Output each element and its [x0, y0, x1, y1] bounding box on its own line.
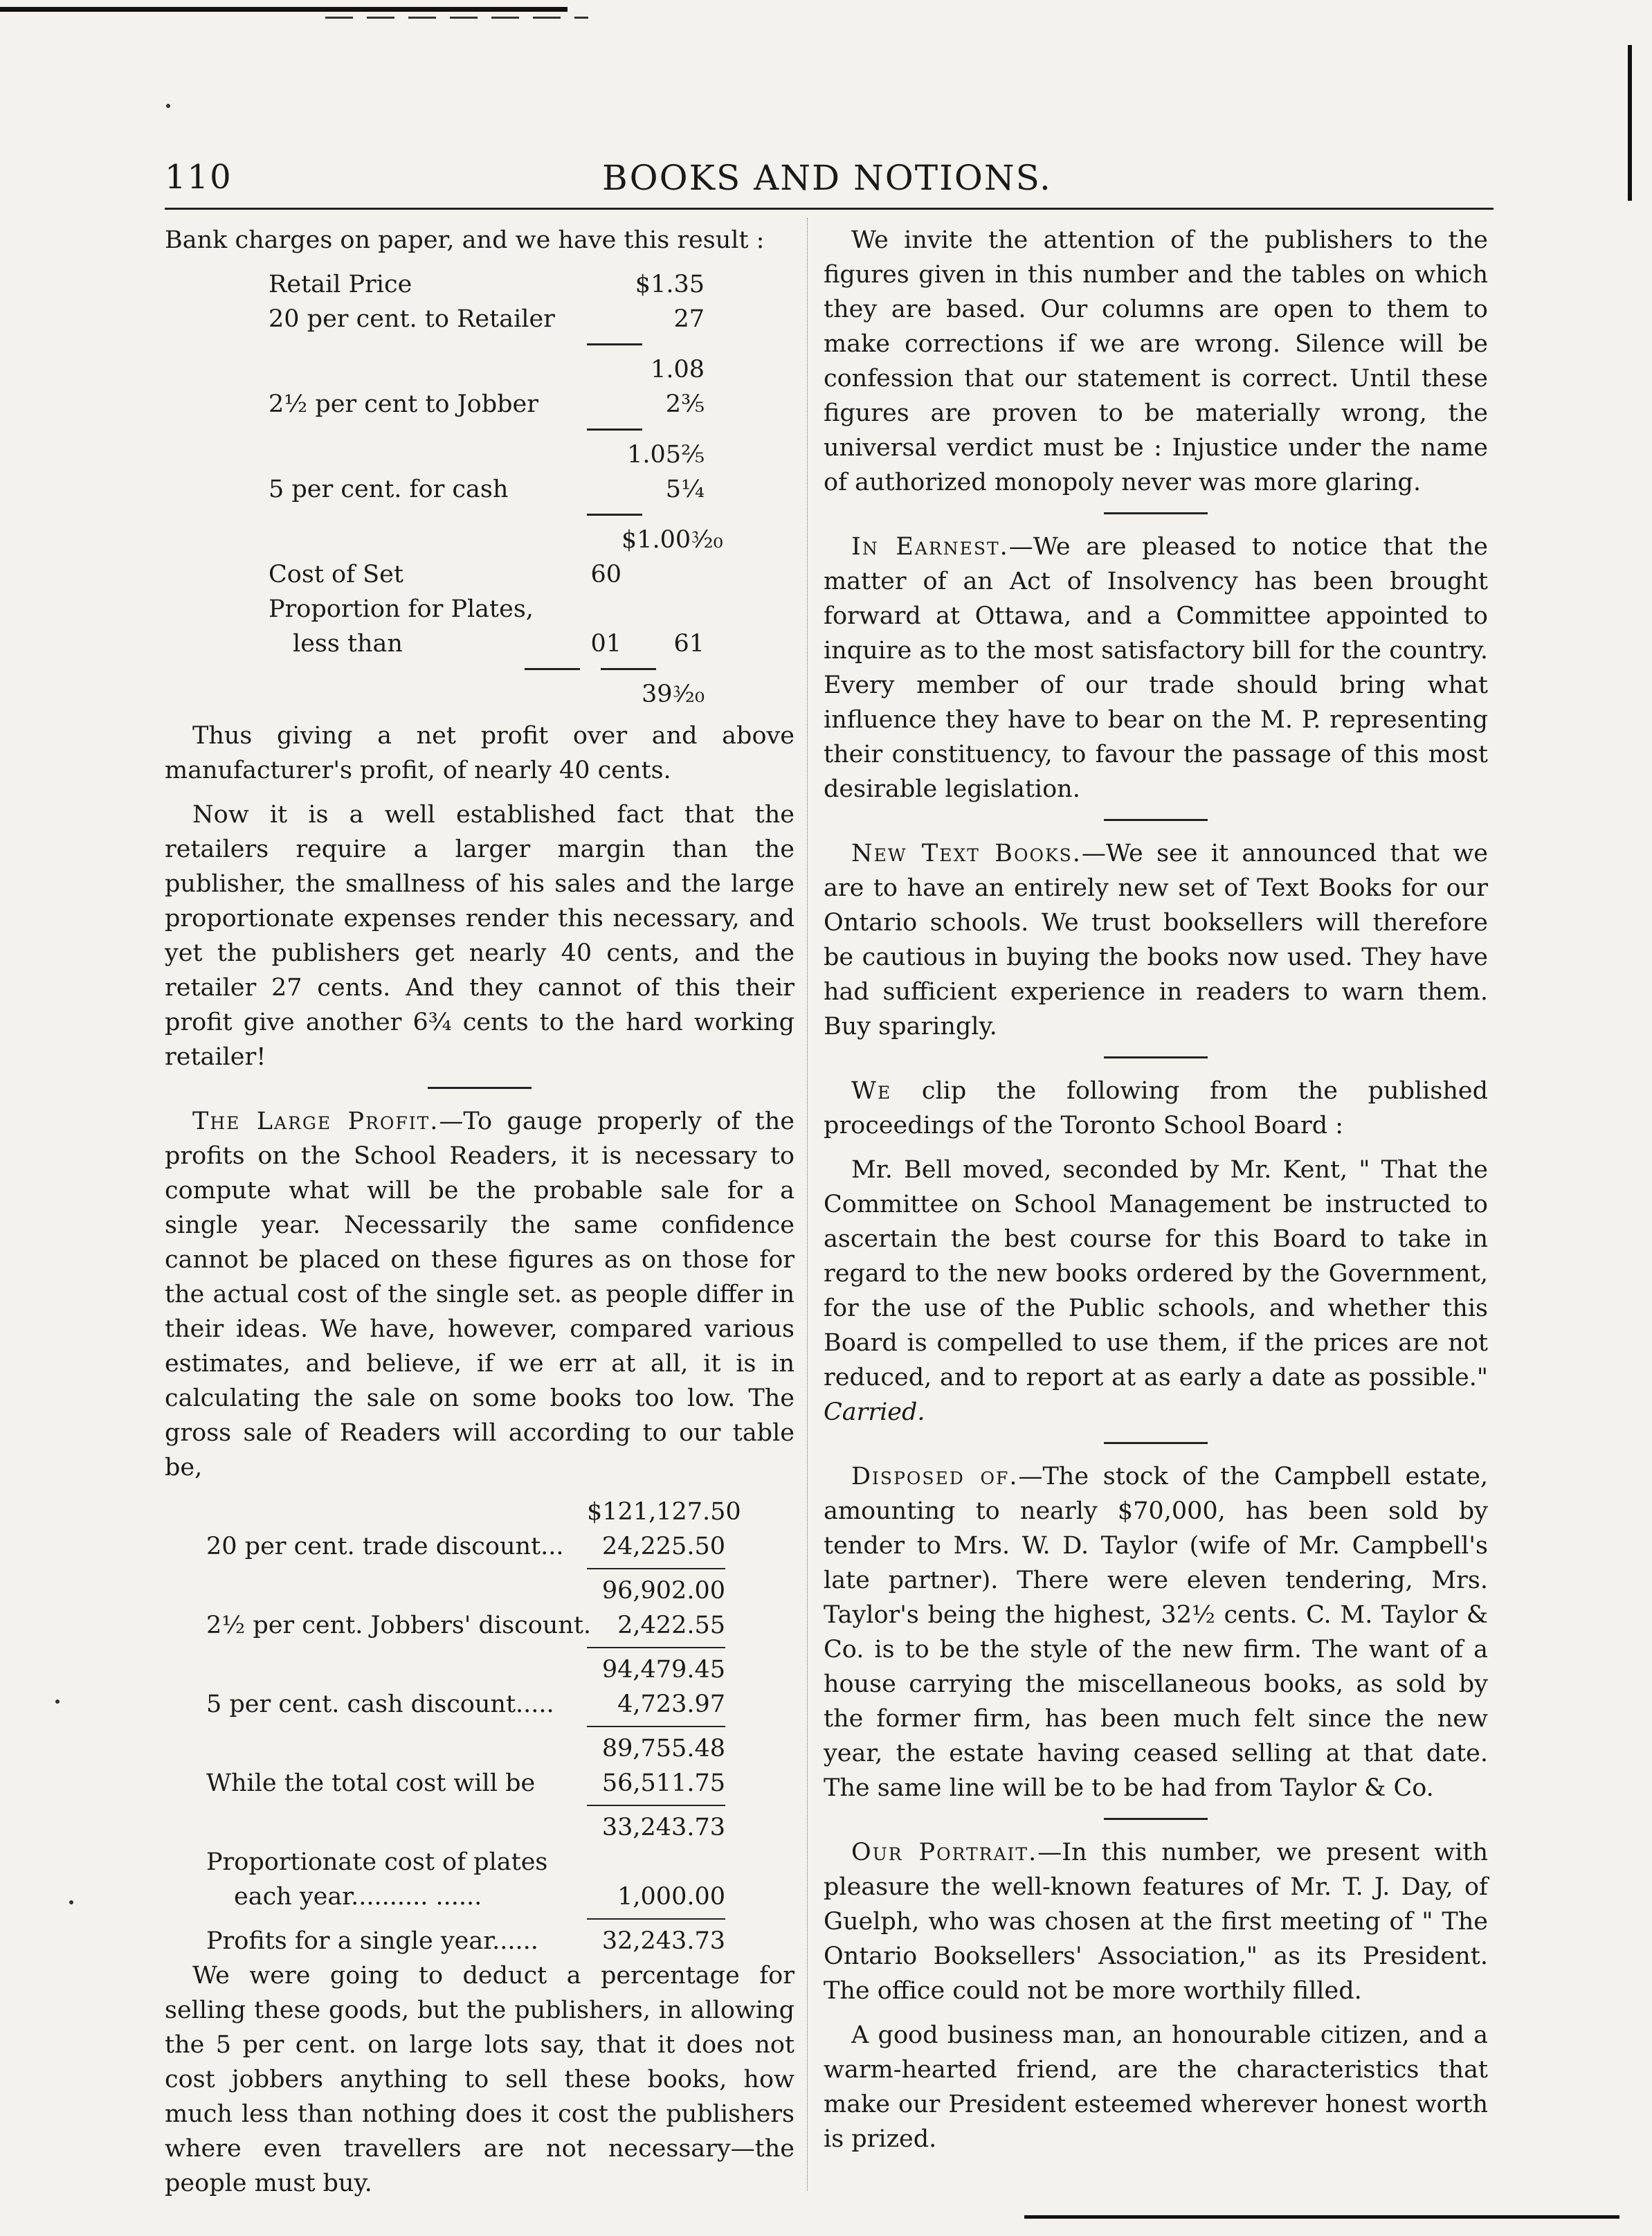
figure-value: 60	[590, 561, 621, 588]
figure-label: Retail Price	[269, 271, 412, 298]
account-value: 1,000.00	[617, 1883, 725, 1911]
speck	[166, 104, 170, 108]
account-row	[165, 1608, 795, 1643]
sum-rule	[587, 1568, 725, 1569]
section-heading: Our Portrait.	[851, 1839, 1038, 1866]
account-label: Proportionate cost of plates	[206, 1848, 548, 1876]
sum-rule	[587, 1918, 725, 1920]
figure-label: 2½ per cent to Jobber	[269, 390, 538, 418]
account-label: While the total cost will be	[206, 1769, 536, 1797]
account-value: 32,243.73	[601, 1927, 725, 1955]
figure-value: 2⅗	[665, 390, 705, 418]
header-rule	[165, 208, 1494, 210]
account-value: 33,243.73	[601, 1814, 725, 1841]
paragraph: Now it is a well established fact that the retailers require a larger margin than the publisher, the smallness of his sales and the large proportionate expenses render this necessary, and yet the publishers get nearly 40 cents, and the retailer 27 cents. And they cannot of this their profit give another 6¾ cents to the hard working retailer!	[165, 801, 795, 1071]
sum-rule	[587, 1647, 725, 1648]
paragraph: We clip the following from the published proceedings of the Toronto School Board :	[824, 1077, 1488, 1139]
figure-row	[165, 387, 795, 422]
right-column	[824, 223, 1488, 2166]
section-rule	[1104, 1442, 1208, 1444]
section-heading: New Text Books.	[851, 840, 1082, 867]
page-number: 110	[165, 158, 233, 197]
speck	[69, 1900, 73, 1904]
paragraph: In Earnest.—We are pleased to notice that the matter of an Act of Insolvency has been brought forward at Ottawa, and a Committee appointed to inquire as to the most satisfactory bill for the country. Every member of our trade should bring what influence they have to bear on the M. P. representing their constituency, to favour the passage of this most desirable legislation.	[824, 533, 1488, 803]
account-row	[165, 1529, 795, 1564]
figure-value: 61	[673, 630, 705, 658]
account-label: 20 per cent. trade discount...	[206, 1533, 564, 1560]
figure-subtotal: 1.08	[651, 356, 705, 384]
account-value: $121,127.50	[587, 1498, 741, 1526]
cost-figures	[165, 267, 795, 712]
paragraph: Our Portrait.—In this number, we present with pleasure the well-known features of Mr. T. J. Day, of Guelph, who was chosen at the first meeting of " The Ontario Booksellers' Association," as its President. The office could not be more worthily filled.	[824, 1839, 1488, 2005]
account-label: 2½ per cent. Jobbers' discount.	[206, 1612, 592, 1639]
accounts-table	[165, 1495, 795, 1958]
figure-subtotal: 1.05⅖	[627, 441, 705, 469]
running-title: BOOKS AND NOTIONS.	[602, 158, 1052, 198]
account-value: 24,225.50	[601, 1533, 725, 1560]
account-row	[165, 1687, 795, 1722]
paragraph: New Text Books.—We see it announced that we are to have an entirely new set of Text Books for our Ontario schools. We trust booksellers will therefore be cautious in buying the books now used. They have had sufficient experience in readers to warn them. Buy sparingly.	[824, 840, 1489, 1040]
account-row	[165, 1574, 795, 1608]
figure-value: 27	[673, 305, 705, 333]
account-value: 56,511.75	[601, 1769, 725, 1797]
figure-label: Cost of Set	[269, 561, 403, 588]
account-value: 2,422.55	[617, 1612, 725, 1639]
figure-label: less than	[293, 630, 403, 658]
figure-label: Proportion for Plates,	[269, 595, 534, 623]
margin-bar	[1628, 45, 1632, 201]
section-heading: Disposed of.	[851, 1463, 1019, 1490]
figure-row	[165, 302, 795, 336]
figure-subtotal: $1.00⁳⁄₂₀	[621, 526, 723, 554]
paragraph: The Large Profit.—To gauge properly of the profits on the School Readers, it is necessary to compute what will be the probable sale for a single year. Necessarily the same confidence cannot be placed on these figures as on those for the actual cost of the single set. as people differ in their ideas. We have, however, compared various estimates, and believe, if we err at all, it is in calculating the sale on some books too low. The gross sale of Readers will according to our table be,	[165, 1108, 795, 1481]
carried-note: Carried.	[824, 1398, 925, 1426]
account-value: 4,723.97	[617, 1690, 725, 1718]
account-row	[165, 1495, 795, 1529]
account-row	[165, 1731, 795, 1766]
paragraph	[824, 1153, 1488, 1430]
section-rule	[428, 1087, 532, 1089]
column-divider	[807, 218, 808, 2191]
figure-row	[165, 626, 795, 661]
sum-rule	[587, 1805, 725, 1806]
figure-value: $1.35	[635, 271, 705, 298]
motion-text: Mr. Bell moved, seconded by Mr. Kent, " That the Committee on School Management be instructed to ascertain the best course for this Board to take in regard to the new books ordered by the Government, for the use of the Public schools, and whether this Board is compelled to use them, if the prices are not reduced, and to report at as early a date as possible."	[824, 1156, 1488, 1391]
section-heading: The Large Profit.	[192, 1108, 439, 1135]
section-heading: In Earnest.	[851, 533, 1009, 561]
figure-row	[165, 438, 795, 472]
section-heading: We	[851, 1077, 892, 1105]
top-dashed-rule	[325, 17, 588, 19]
figure-value: 01	[590, 630, 621, 658]
figure-label: 5 per cent. for cash	[269, 476, 509, 503]
account-value: 94,479.45	[601, 1656, 725, 1684]
account-value: 89,755.48	[601, 1735, 725, 1762]
paragraph: Disposed of.—The stock of the Campbell estate, amounting to nearly $70,000, has been sold by tender to Mrs. W. D. Taylor (wife of Mr. Campbell's late partner). There were eleven tendering, Mrs. Taylor's being the highest, 32½ cents. C. M. Taylor & Co. is to be the style of the new firm. The want of a house carrying the miscellaneous books, as sold by the former firm, has been much felt since the new year, the estate having ceased selling at that date. The same line will be to be had from Taylor & Co.	[824, 1463, 1488, 1802]
figure-row	[165, 472, 795, 507]
paragraph: Thus giving a net profit over and above manufacturer's profit, of nearly 40 cents.	[165, 722, 795, 784]
account-row	[165, 1879, 795, 1914]
double-rule	[165, 661, 795, 677]
account-row	[165, 1845, 795, 1879]
paragraph: A good business man, an honourable citizen, and a warm-hearted friend, are the characteristics that make our President esteemed wherever honest worth is prized.	[824, 2021, 1488, 2153]
account-label: 5 per cent. cash discount.....	[206, 1690, 554, 1718]
section-rule	[1104, 1818, 1208, 1820]
speck	[55, 1699, 60, 1704]
account-row	[165, 1652, 795, 1687]
account-label: Profits for a single year......	[206, 1927, 538, 1955]
account-row	[165, 1924, 795, 1958]
figure-net: 39⁳⁄₂₀	[641, 680, 705, 708]
account-row	[165, 1810, 795, 1845]
left-column	[165, 223, 795, 2210]
sum-rule	[587, 1726, 725, 1727]
bottom-rule	[1024, 2215, 1619, 2219]
figure-row	[165, 677, 795, 712]
account-value: 96,902.00	[601, 1577, 725, 1605]
sum-rule	[587, 429, 642, 431]
figure-row	[165, 352, 795, 387]
figure-value: 5¼	[665, 476, 705, 503]
paragraph: We invite the attention of the publishers to the figures given in this number and the tables on which they are based. Our columns are open to them to make corrections if we are wrong. Silence will be confession that our statement is correct. Until these figures are proven to be materially wrong, the universal verdict must be : Injustice under the name of authorized monopoly never was more glaring.	[824, 226, 1488, 496]
top-rule	[0, 7, 568, 12]
sum-rule	[587, 514, 642, 516]
intro-line: Bank charges on paper, and we have this result :	[165, 226, 765, 254]
paragraph: We were going to deduct a percentage for selling these goods, but the publishers, in allowing the 5 per cent. on large lots say, that it does not cost jobbers anything to sell these books, how much less than nothing does it cost the publishers where even travellers are not necessary—the people must buy.	[165, 1962, 795, 2197]
figure-row	[165, 557, 795, 592]
sum-rule	[587, 343, 642, 345]
figure-label: 20 per cent. to Retailer	[269, 305, 555, 333]
account-label: each year.......... ......	[234, 1883, 482, 1911]
figure-row	[165, 523, 795, 557]
section-rule	[1104, 512, 1208, 514]
account-row	[165, 1766, 795, 1801]
section-rule	[1104, 1056, 1208, 1058]
figure-row	[165, 267, 795, 302]
section-rule	[1104, 819, 1208, 821]
figure-row	[165, 592, 795, 626]
